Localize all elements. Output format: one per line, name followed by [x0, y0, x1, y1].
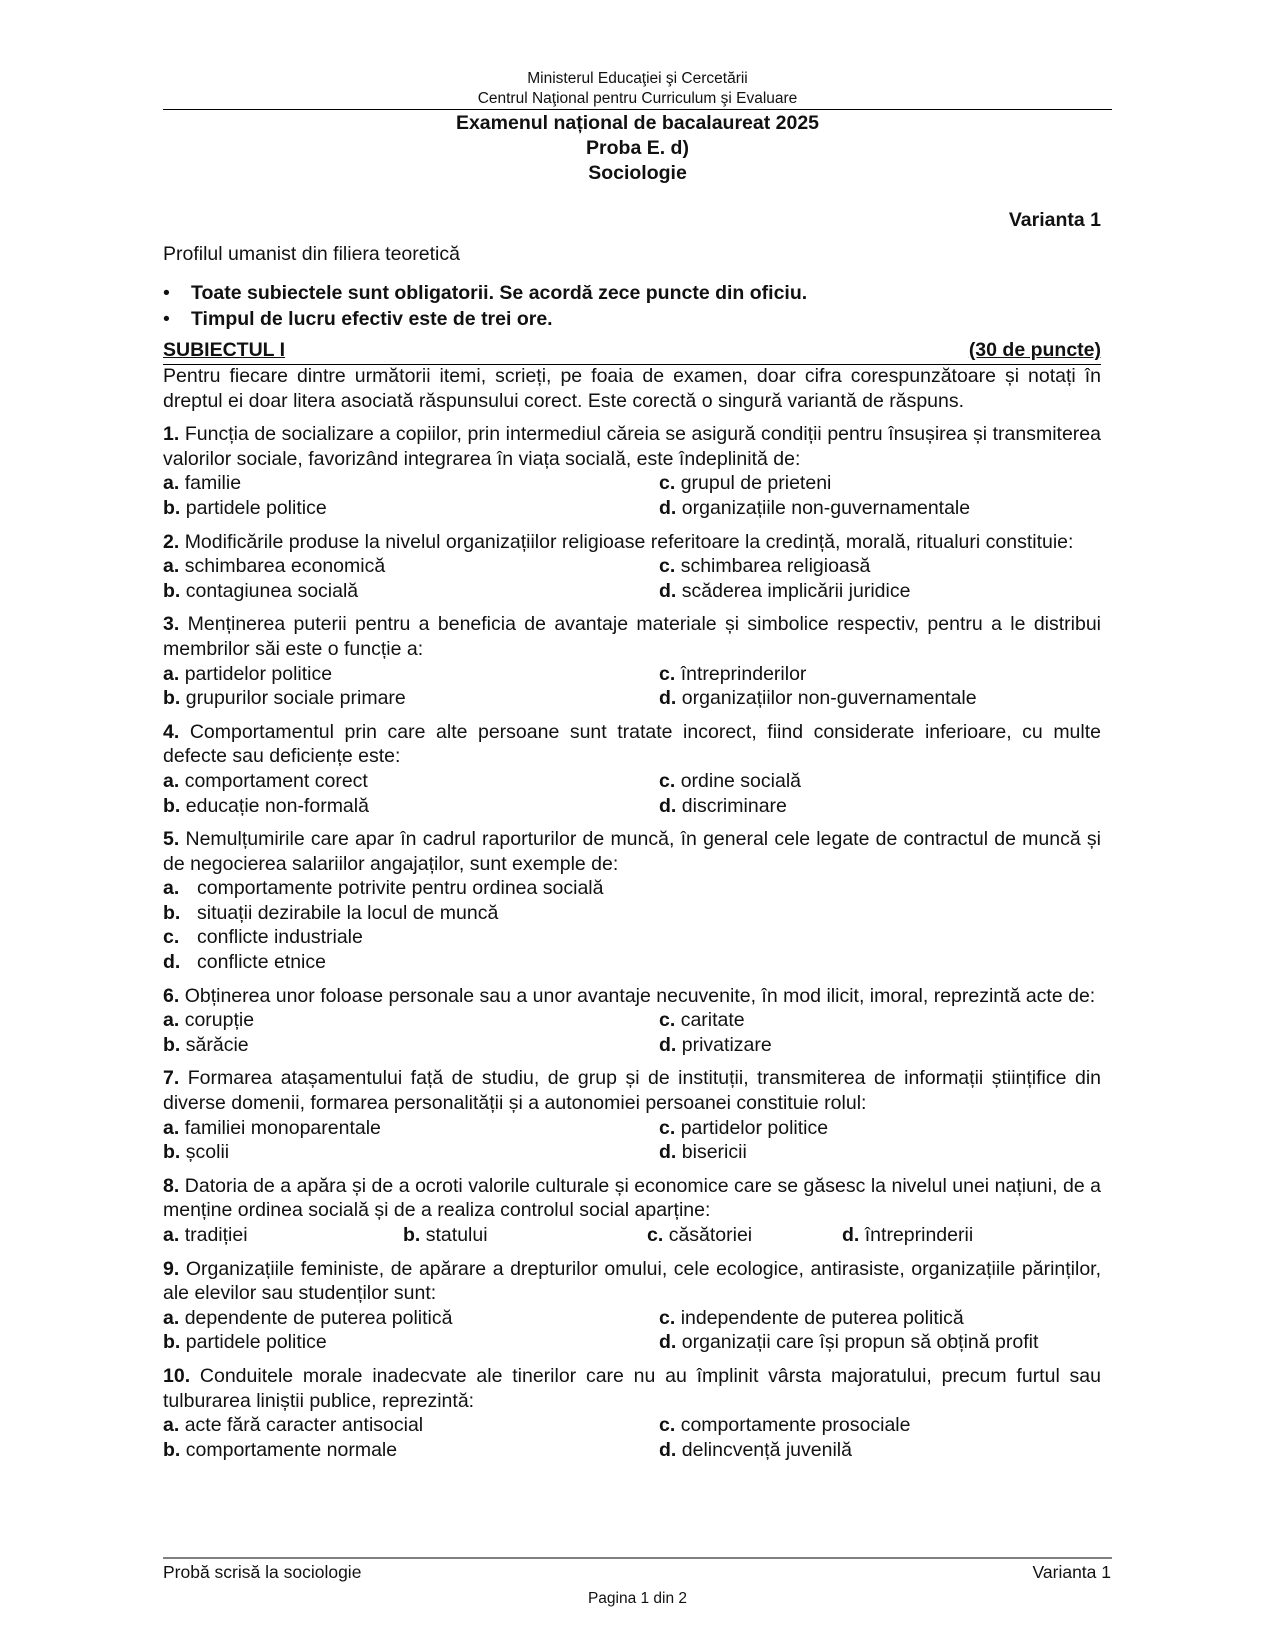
- question-number: 9.: [163, 1257, 180, 1280]
- answer-option: [659, 1438, 1101, 1463]
- option-letter: c.: [659, 555, 676, 578]
- option-letter: d.: [659, 1331, 677, 1354]
- answer-option: [659, 1033, 1101, 1058]
- option-text: educație non-formală: [185, 794, 369, 817]
- question-text: Nemulțumirile care apar în cadrul raporturilor de muncă, în general cele legate de contractul de muncă și de negocierea salariilor angajaților, sunt exemple de:: [163, 828, 1102, 875]
- answer-options: [163, 1306, 1101, 1355]
- option-letter: c.: [659, 1306, 676, 1329]
- answer-option: [842, 1223, 1101, 1248]
- answer-option: [659, 769, 1101, 794]
- question-number: 4.: [163, 720, 180, 743]
- instruction-item: • Timpul de lucru efectiv este de trei ore.: [163, 308, 553, 330]
- option-text: grupurilor sociale primare: [185, 687, 406, 710]
- option-letter: d.: [842, 1224, 860, 1246]
- subject-name: Sociologie: [588, 162, 687, 184]
- answer-options: [163, 1223, 1101, 1248]
- answer-options: [163, 876, 1101, 974]
- answer-option: [163, 769, 659, 794]
- question-item: [163, 612, 1101, 710]
- question-item: [163, 1257, 1101, 1355]
- option-text: discriminare: [681, 794, 787, 817]
- answer-option: [163, 950, 1101, 975]
- option-letter: d.: [659, 579, 677, 602]
- option-letter: d.: [163, 951, 181, 974]
- question-text: Funcția de socializare a copiilor, prin intermediul căreia se asigură condiții pentru însușirea și transmiterea valorilor sociale, favorizând integrarea în viața socială, este îndeplinită de:: [163, 423, 1101, 470]
- question-text: Modificările produse la nivelul organizațiilor religioase referitoare la credință, morală, ritualuri constituie:: [184, 530, 1074, 553]
- question-stem: [163, 1257, 1101, 1306]
- answer-options: [163, 662, 1101, 711]
- option-letter: c.: [163, 926, 180, 949]
- bullet-icon: •: [163, 308, 170, 330]
- option-letter: a.: [163, 877, 180, 900]
- answer-option: [403, 1223, 647, 1248]
- answer-option: [163, 1223, 403, 1248]
- option-text: comportamente potrivite pentru ordinea socială: [197, 877, 604, 900]
- answer-option: [659, 1306, 1101, 1331]
- option-text: familie: [184, 472, 242, 495]
- option-letter: a.: [163, 1009, 180, 1032]
- footer-variant: Varianta 1: [1032, 1562, 1111, 1582]
- answer-options: [163, 1008, 1101, 1057]
- answer-option: [163, 876, 1101, 901]
- option-text: ordine socială: [680, 769, 802, 792]
- option-letter: a.: [163, 1116, 180, 1139]
- question-number: 3.: [163, 613, 180, 636]
- section-title: SUBIECTUL I: [163, 339, 286, 361]
- question-stem: [163, 827, 1101, 876]
- answer-option: [659, 1330, 1101, 1355]
- page-number: Pagina 1 din 2: [587, 1590, 688, 1607]
- question-stem: [163, 984, 1101, 1009]
- option-letter: a.: [163, 555, 180, 578]
- answer-option: [163, 1116, 659, 1141]
- question-text: Obținerea unor foloase personale sau a unor avantaje necuvenite, în mod ilicit, imoral, reprezintă acte de:: [184, 984, 1096, 1007]
- option-text: partidelor politice: [184, 662, 333, 685]
- question-number: 2.: [163, 530, 180, 553]
- question-text: Organizațiile feministe, de apărare a drepturilor omului, cele ecologice, antirasiste, organizațiile părinților, ale elevilor sau studenților sunt:: [163, 1257, 1102, 1305]
- option-text: întreprinderilor: [680, 662, 807, 685]
- option-text: comportamente normale: [185, 1438, 398, 1461]
- questions-container: [163, 364, 1101, 1462]
- question-item: [163, 720, 1101, 818]
- answer-option: [163, 1008, 659, 1033]
- instructions-list: [163, 280, 807, 332]
- answer-option: [659, 471, 1101, 496]
- answer-options: [163, 471, 1101, 520]
- answer-option: [163, 1033, 659, 1058]
- answer-option: [659, 662, 1101, 687]
- option-text: bisericii: [681, 1141, 747, 1164]
- option-text: corupție: [184, 1009, 255, 1032]
- option-letter: a.: [163, 769, 180, 792]
- answer-option: [659, 1413, 1101, 1438]
- option-text: tradiției: [184, 1224, 248, 1246]
- answer-option: [659, 579, 1101, 604]
- variant-label: Varianta 1: [1008, 209, 1101, 231]
- section-points: (30 de puncte): [968, 339, 1101, 361]
- option-text: organizațiilor non-guvernamentale: [681, 687, 977, 710]
- answer-option: [163, 579, 659, 604]
- option-text: conflicte etnice: [197, 951, 326, 974]
- center-header: Centrul Naţional pentru Curriculum şi Evaluare: [477, 90, 798, 107]
- option-letter: b.: [163, 1033, 181, 1056]
- option-letter: c.: [659, 472, 676, 495]
- option-letter: d.: [659, 1438, 677, 1461]
- option-text: comportament corect: [184, 769, 368, 792]
- answer-option: [659, 1140, 1101, 1165]
- option-letter: c.: [659, 1116, 676, 1139]
- option-text: căsătoriei: [668, 1224, 753, 1246]
- option-letter: d.: [659, 1033, 677, 1056]
- question-stem: [163, 1364, 1101, 1413]
- answer-options: [163, 769, 1101, 818]
- answer-option: [163, 496, 659, 521]
- option-text: comportamente prosociale: [680, 1414, 911, 1437]
- answer-option: [163, 1306, 659, 1331]
- question-stem: [163, 422, 1101, 471]
- question-item: [163, 984, 1101, 1058]
- exam-title: Examenul național de bacalaureat 2025: [455, 112, 820, 134]
- answer-option: [163, 1140, 659, 1165]
- option-text: conflicte industriale: [197, 926, 363, 949]
- option-letter: b.: [403, 1224, 421, 1246]
- question-item: [163, 422, 1101, 520]
- option-text: școlii: [185, 1141, 230, 1164]
- answer-option: [659, 554, 1101, 579]
- question-stem: [163, 1066, 1101, 1115]
- footer-left-text: Probă scrisă la sociologie: [163, 1562, 362, 1582]
- answer-option: [163, 925, 1101, 950]
- profile-label: Profilul umanist din filiera teoretică: [163, 243, 460, 265]
- option-letter: a.: [163, 662, 180, 685]
- option-text: statului: [425, 1224, 488, 1246]
- option-text: contagiunea socială: [185, 579, 359, 602]
- option-letter: b.: [163, 1141, 181, 1164]
- option-text: schimbarea economică: [184, 555, 386, 578]
- option-text: organizațiile non-guvernamentale: [681, 496, 971, 519]
- option-text: dependente de puterea politică: [184, 1306, 453, 1329]
- question-number: 10.: [163, 1364, 191, 1387]
- question-stem: [163, 720, 1101, 769]
- option-text: caritate: [680, 1009, 745, 1032]
- option-letter: c.: [659, 1009, 676, 1032]
- option-text: grupul de prieteni: [680, 472, 832, 495]
- answer-option: [163, 471, 659, 496]
- question-text: Conduitele morale inadecvate ale tinerilor care nu au împlinit vârsta majoratului, precum furtul sau tulburarea liniștii publice, reprezintă:: [163, 1364, 1102, 1412]
- section-instructions: Pentru fiecare dintre următorii itemi, scrieți, pe foaia de examen, doar cifra corespunzătoare și notați în dreptul ei doar litera asociată răspunsului corect. Este corectă o singură variantă de răspuns.: [163, 365, 1101, 412]
- answer-option: [163, 1413, 659, 1438]
- option-text: acte fără caracter antisocial: [184, 1414, 424, 1437]
- option-text: situații dezirabile la locul de muncă: [197, 901, 499, 924]
- question-item: [163, 530, 1101, 604]
- answer-option: [163, 554, 659, 579]
- question-list: [163, 422, 1101, 1462]
- option-letter: d.: [659, 794, 677, 817]
- option-text: delincvență juvenilă: [681, 1438, 852, 1461]
- answer-option: [659, 686, 1101, 711]
- option-letter: a.: [163, 1224, 180, 1246]
- answer-option: [163, 662, 659, 687]
- option-text: schimbarea religioasă: [680, 555, 871, 578]
- option-text: independente de puterea politică: [680, 1306, 964, 1329]
- answer-options: [163, 554, 1101, 603]
- option-text: partidele politice: [185, 1331, 327, 1354]
- question-stem: [163, 612, 1101, 661]
- option-letter: c.: [659, 769, 676, 792]
- question-item: [163, 1174, 1101, 1248]
- option-letter: d.: [659, 496, 677, 519]
- question-text: Comportamentul prin care alte persoane sunt tratate incorect, fiind considerate inferioare, cu multe defecte sau deficiențe este:: [163, 720, 1101, 768]
- question-number: 7.: [163, 1067, 180, 1090]
- bullet-icon: •: [163, 282, 170, 304]
- option-letter: a.: [163, 472, 180, 495]
- question-number: 1.: [163, 423, 180, 446]
- answer-options: [163, 1413, 1101, 1462]
- header-divider: [163, 109, 1112, 110]
- answer-option: [163, 794, 659, 819]
- answer-option: [163, 901, 1101, 926]
- answer-option: [163, 1330, 659, 1355]
- question-number: 5.: [163, 828, 180, 851]
- answer-option: [163, 686, 659, 711]
- question-item: [163, 1364, 1101, 1462]
- answer-option: [659, 794, 1101, 819]
- question-number: 8.: [163, 1174, 180, 1197]
- option-text: familiei monoparentale: [184, 1116, 381, 1139]
- instruction-item: • Toate subiectele sunt obligatorii. Se acordă zece puncte din oficiu.: [163, 282, 808, 304]
- ministry-header: Ministerul Educaţiei şi Cercetării: [527, 70, 748, 87]
- question-number: 6.: [163, 984, 180, 1007]
- option-letter: b.: [163, 901, 181, 924]
- option-letter: d.: [659, 687, 677, 710]
- question-item: [163, 1066, 1101, 1164]
- question-text: Formarea atașamentului față de studiu, de grup și de instituții, transmiterea de informații științifice din diverse domenii, formarea personalității și a autonomiei persoanei constituie rolul:: [163, 1067, 1101, 1115]
- option-letter: b.: [163, 687, 181, 710]
- test-name: Proba E. d): [586, 137, 689, 159]
- question-text: Menținerea puterii pentru a beneficia de avantaje materiale și simbolice respectiv, pentru a le distribui membrilor săi este o funcție a:: [163, 613, 1102, 660]
- option-letter: c.: [659, 1414, 676, 1437]
- answer-option: [647, 1223, 842, 1248]
- option-text: întreprinderii: [864, 1224, 974, 1246]
- answer-options: [163, 1116, 1101, 1165]
- option-letter: a.: [163, 1414, 180, 1437]
- option-letter: b.: [163, 496, 181, 519]
- option-text: partidelor politice: [680, 1116, 829, 1139]
- answer-option: [659, 1008, 1101, 1033]
- question-item: [163, 827, 1101, 975]
- question-stem: [163, 530, 1101, 555]
- option-letter: c.: [659, 662, 676, 685]
- option-letter: b.: [163, 794, 181, 817]
- section-heading: [163, 339, 1101, 362]
- option-text: privatizare: [681, 1033, 772, 1056]
- footer-divider: [163, 1557, 1112, 1559]
- option-letter: a.: [163, 1306, 180, 1329]
- answer-option: [659, 1116, 1101, 1141]
- answer-option: [659, 496, 1101, 521]
- option-letter: b.: [163, 1438, 181, 1461]
- option-text: sărăcie: [185, 1033, 249, 1056]
- option-letter: b.: [163, 1331, 181, 1354]
- option-text: partidele politice: [185, 496, 327, 519]
- option-text: scăderea implicării juridice: [681, 579, 911, 602]
- option-text: organizații care își propun să obțină profit: [681, 1331, 1039, 1354]
- option-letter: c.: [647, 1224, 664, 1246]
- answer-option: [163, 1438, 659, 1463]
- question-stem: [163, 1174, 1101, 1223]
- question-text: Datoria de a apăra și de a ocroti valorile culturale și economice care se găsesc la nivelul unei națiuni, de a menține ordinea socială și de a realiza controlul social aparține:: [163, 1174, 1102, 1222]
- option-letter: b.: [163, 579, 181, 602]
- option-letter: d.: [659, 1141, 677, 1164]
